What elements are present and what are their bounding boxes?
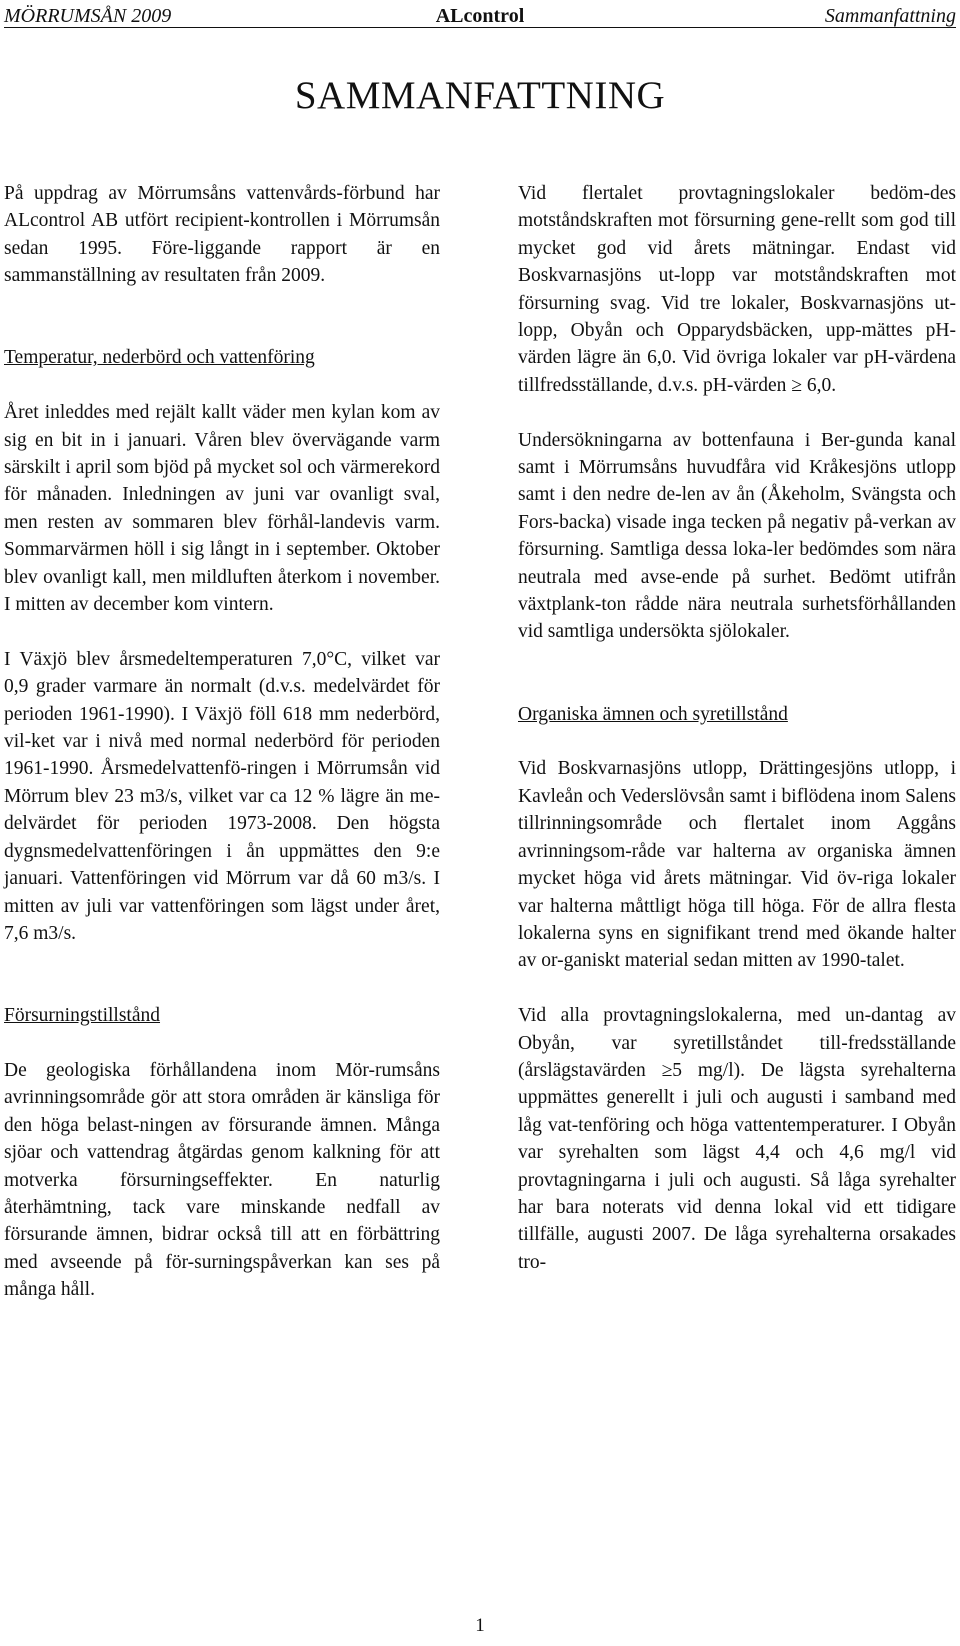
page-number: 1 bbox=[475, 1615, 485, 1636]
heading-acidification: Försurningstillstånd bbox=[4, 1005, 161, 1027]
page-header bbox=[0, 0, 960, 26]
header-section: Sammanfattning bbox=[824, 5, 956, 27]
heading-organic: Organiska ämnen och syretillstånd bbox=[518, 703, 788, 725]
acidification-paragraph-1: De geologiska förhållandena inom Mör-rumsåns avrinningsområde gör att stora områden är känsliga för den höga belast-ningen av försurande ämnen. Många sjöar och vattendrag åtgärdas genom kalkning för att motverka försurningseffekter. En naturlig återhämtning, tack vare minskande nedfall av försurande ämnen, bidrar också till att en förbättring med avseende på för-surningspåverkan kan ses på många håll. bbox=[4, 1059, 440, 1301]
organic-paragraph-1: Vid Boskvarnasjöns utlopp, Drättingesjöns utlopp, i Kavleån och Vederslövsån samt i biflödena inom Salens tillrinningsområde och flertalet inom Aggåns avrinningsom-råde var halterna av organiska ämnen mycket höga vid årets mätningar. Vid öv-riga lokaler var halterna måttligt höga till höga. För de allra flesta lokalerna syns en signifikant trend med ökande halter av or-ganiskt material sedan mitten av 1990-talet. bbox=[518, 758, 956, 972]
header-company: ALcontrol bbox=[435, 5, 525, 27]
right-column bbox=[518, 180, 956, 1304]
temperature-paragraph-2: I Växjö blev årsmedeltemperaturen 7,0°C, vilket var 0,9 grader varmare än normalt (d.v.s. medelvärdet för perioden 1961-1990). I Växjö föll 618 mm nederbörd, vil-ket var i nivå med normal nederbörd för perioden 1961-1990. Årsmedelvattenfö-ringen i Mörrumsån vid Mörrum blev 23 m3/s, vilket var ca 12 % lägre än me-delvärdet för perioden 1973-2008. Den högsta dygnsmedelvattenföringen i ån uppmättes den 9:e januari. Vattenföringen vid Mörrum var då 60 m3/s. I mitten av juli var vattenföringen som lägst under året, 7,6 m3/s. bbox=[4, 648, 440, 944]
acidification-paragraph-3: Undersökningarna av bottenfauna i Ber-gunda kanal samt i Mörrumsåns huvudfåra vid Kråkesjöns utlopp samt i den nedre de-len av ån (Åkeholm, Svängsta och Fors-backa) visade inga tecken på negativ på-verkan av försurning. Samtliga dessa loka-ler bedömdes som nära neutrala med avse-ende på surhet. Bedömt utifrån växtplank-ton rådde nära neutrala surhetsförhållanden vid samtliga undersökta sjölokaler. bbox=[518, 429, 956, 643]
organic-paragraph-2: Vid alla provtagningslokalerna, med un-dantag av Obyån, var syretillståndet till-fredsställande (årslägstavärden ≥5 mg/l). De lägsta syrehalterna uppmättes generellt i juli och augusti i samband med låg vat-tenföring och höga vattentemperaturer. I Obyån var syrehalten som lägst 4,4 och 4,6 mg/l vid provtagningarna i juli och augusti. Så låga syrehalter har bara noterats vid denna lokal vid ett tidigare tillfälle, augusti 2007. De låga syrehalterna orsakades tro- bbox=[518, 1005, 956, 1273]
page-title: SAMMANFATTNING bbox=[294, 74, 666, 117]
header-report-name: MÖRRUMSÅN 2009 bbox=[4, 5, 172, 27]
heading-temperature: Temperatur, nederbörd och vattenföring bbox=[4, 347, 315, 369]
intro-paragraph: På uppdrag av Mörrumsåns vattenvårds-förbund har ALcontrol AB utfört recipient-kontrollen i Mörrumsån sedan 1995. Före-liggande rapport är en sammanställning av resultaten från 2009. bbox=[4, 183, 440, 287]
acidification-paragraph-2: Vid flertalet provtagningslokaler bedöm-des motståndskraften mot försurning gene-rellt som god till mycket god vid årets mätningar. Endast vid Boskvarnasjöns ut-lopp var motståndskraften mot försurning svag. Vid tre lokaler, Boskvarnasjöns ut-lopp, Obyån och Opparydsbäcken, upp-mättes pH-värden lägre än 6,0. Vid övriga lokaler var pH-värdena tillfredsställande, d.v.s. pH-värden ≥ 6,0. bbox=[518, 183, 956, 396]
left-column bbox=[4, 180, 440, 1331]
header-divider bbox=[4, 27, 956, 28]
temperature-paragraph-1: Året inleddes med rejält kallt väder men kylan kom av sig en bit in i januari. Våren blev övervägande varm särskilt i april som bjöd på mycket sol och värmerekord för månaden. Inledningen av juni var ovanligt sval, men resten av sommaren blev förhål-landevis varm. Sommarvärmen höll i sig långt in i september. Oktober blev ovanligt kall, men mildluften återkom i november. I mitten av december kom vintern. bbox=[4, 402, 440, 616]
